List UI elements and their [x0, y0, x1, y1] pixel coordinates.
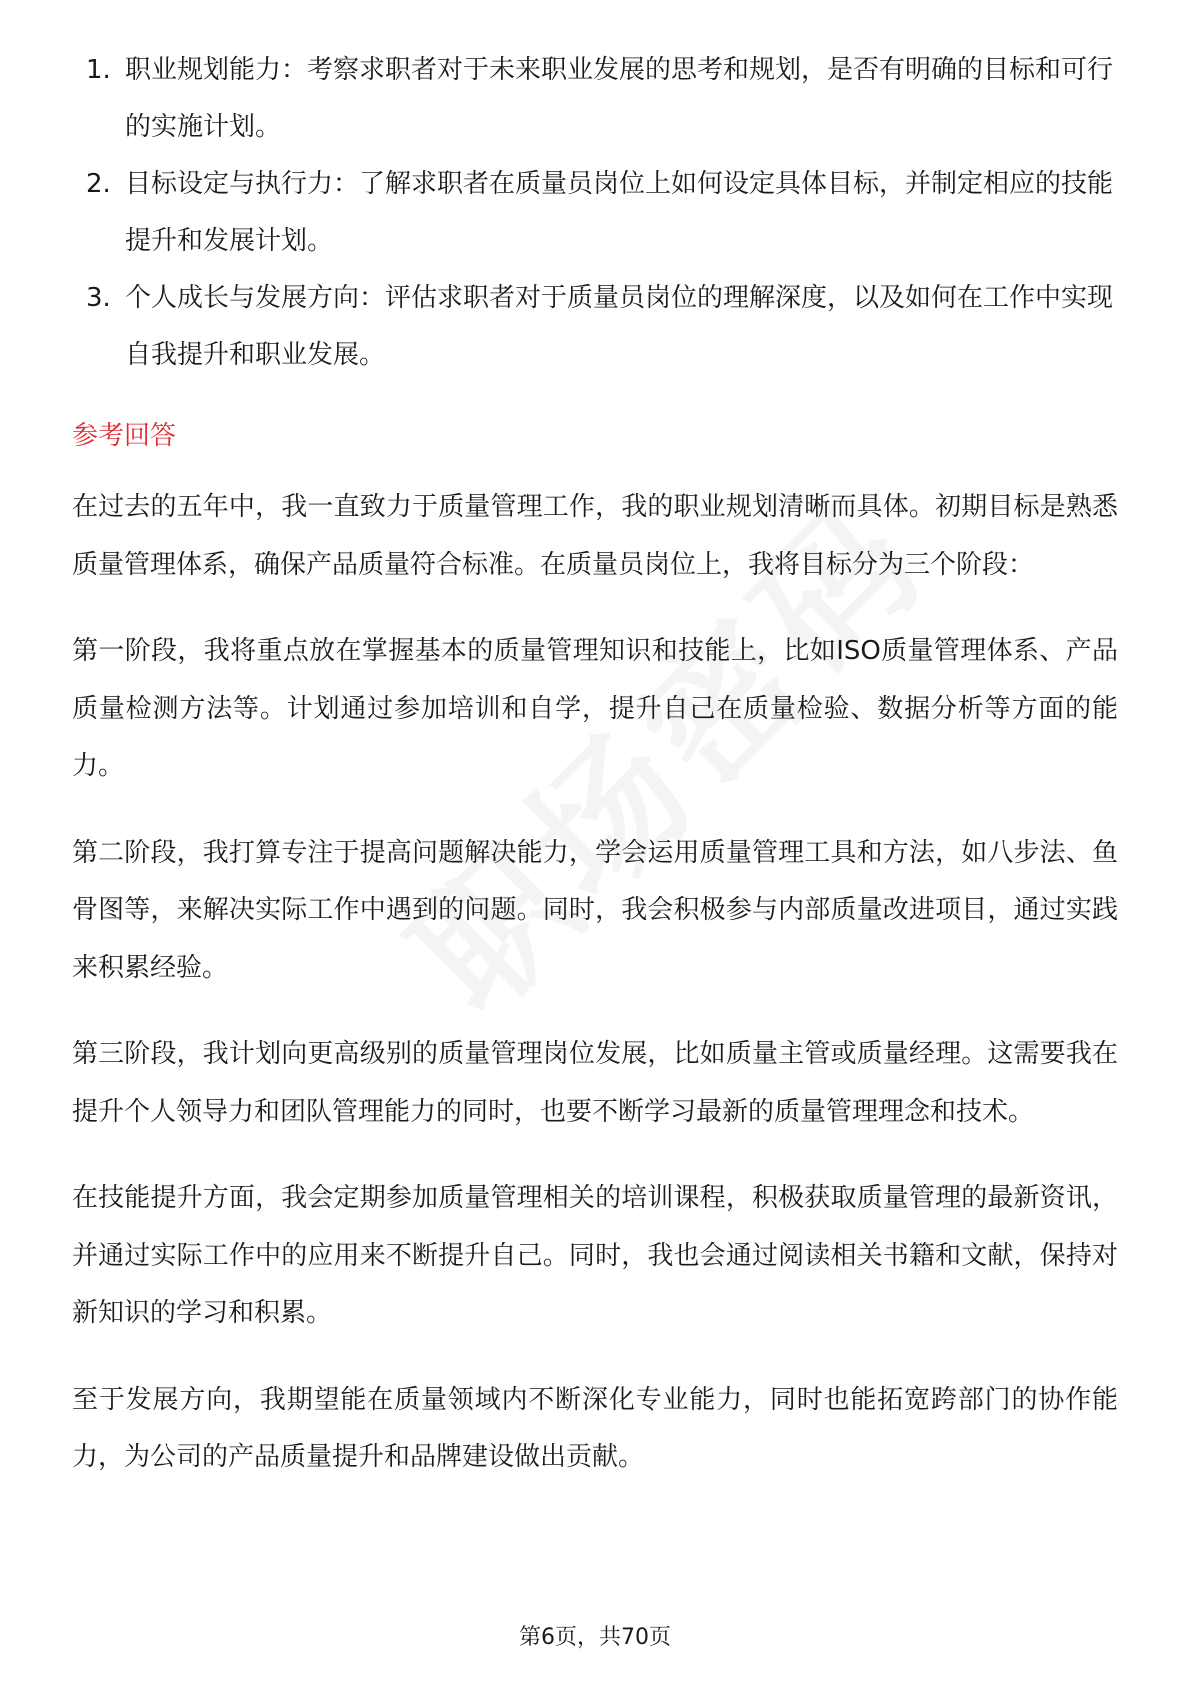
answer-paragraph: 第一阶段，我将重点放在掌握基本的质量管理知识和技能上，比如ISO质量管理体系、产品质量检测方法等。计划通过参加培训和自学，提升自己在质量检验、数据分析等方面的能力。 — [72, 636, 1118, 781]
answer-paragraph: 在技能提升方面，我会定期参加质量管理相关的培训课程，积极获取质量管理的最新资讯，并通过实际工作中的应用来不断提升自己。同时，我也会通过阅读相关书籍和文献，保持对新知识的学习和积累。 — [72, 1183, 1118, 1328]
answer-paragraph: 第二阶段，我打算专注于提高问题解决能力，学会运用质量管理工具和方法，如八步法、鱼骨图等，来解决实际工作中遇到的问题。同时，我会积极参与内部质量改进项目，通过实践来积累经验。 — [72, 837, 1118, 983]
criteria-text: 职业规划能力：考察求职者对于未来职业发展的思考和规划，是否有明确的目标和可行的实施计划。 — [125, 55, 1114, 142]
evaluation-criteria-list — [72, 42, 1118, 384]
criteria-text: 目标设定与执行力：了解求职者在质量员岗位上如何设定具体目标，并制定相应的技能提升和发展计划。 — [125, 169, 1114, 256]
answer-paragraph: 第三阶段，我计划向更高级别的质量管理岗位发展，比如质量主管或质量经理。这需要我在提升个人领导力和团队管理能力的同时，也要不断学习最新的质量管理理念和技术。 — [72, 1039, 1118, 1127]
list-number: 1. — [86, 55, 111, 85]
page-content — [72, 42, 1118, 1516]
answer-paragraph: 在过去的五年中，我一直致力于质量管理工作，我的职业规划清晰而具体。初期目标是熟悉质量管理体系，确保产品质量符合标准。在质量员岗位上，我将目标分为三个阶段： — [72, 492, 1118, 580]
list-number: 2. — [86, 169, 111, 199]
criteria-item-3 — [72, 270, 1118, 384]
criteria-item-1 — [72, 42, 1118, 156]
list-number: 3. — [86, 283, 111, 313]
reference-answer-heading: 参考回答 — [72, 421, 177, 451]
page-number: 第6页，共70页 — [519, 1625, 671, 1650]
criteria-text: 个人成长与发展方向：评估求职者对于质量员岗位的理解深度，以及如何在工作中实现自我提升和职业发展。 — [125, 283, 1114, 370]
criteria-item-2 — [72, 156, 1118, 270]
answer-paragraph: 至于发展方向，我期望能在质量领域内不断深化专业能力，同时也能拓宽跨部门的协作能力，为公司的产品质量提升和品牌建设做出贡献。 — [72, 1384, 1118, 1472]
